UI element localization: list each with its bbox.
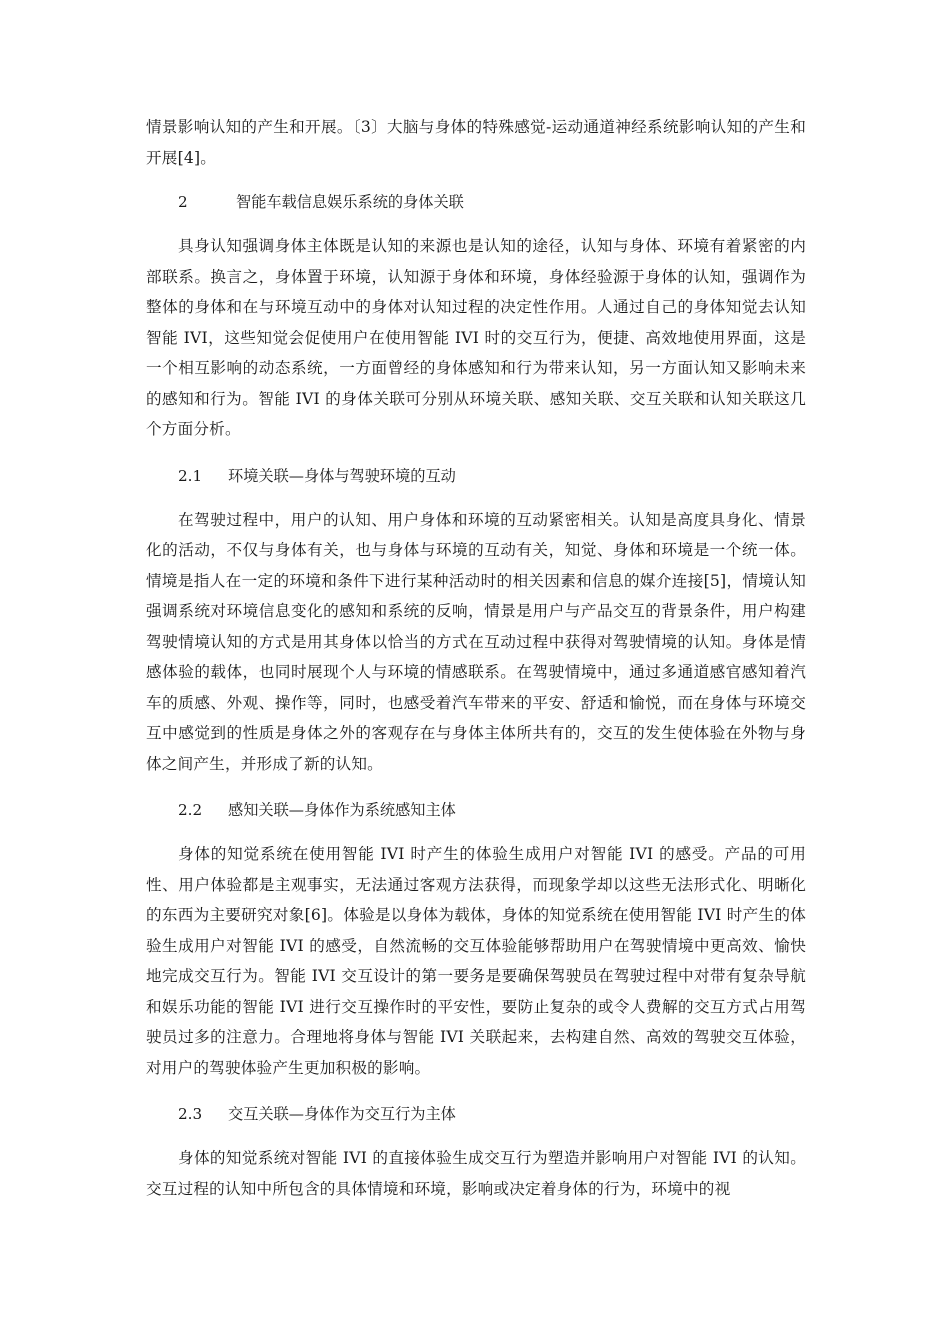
subsection-title: 交互关联—身体作为交互行为主体 <box>228 1105 456 1123</box>
paragraph-embodied-cognition: 具身认知强调身体主体既是认知的来源也是认知的途径，认知与身体、环境有着紧密的内部联系。换言之，身体置于环境，认知源于身体和环境，身体经验源于身体的认知，强调作为整体的身体和在与环境互动中的身体对认知过程的决定性作用。人通过自己的身体知觉去认知智能 IVI，这些知觉会促使用户在使用智能 IVI 时的交互行为，便捷、高效地使用界面，这是一个相互影响的动态系统，一方面曾经的身体感知和行为带来认知，另一方面认知又影响未来的感知和行为。智能 IVI 的身体关联可分别从环境关联、感知关联、交互关联和认知关联这几个方面分析。 <box>146 237 806 438</box>
paragraph-environment-association: 在驾驶过程中，用户的认知、用户身体和环境的互动紧密相关。认知是高度具身化、情景化的活动，不仅与身体有关，也与身体与环境的互动有关，知觉、身体和环境是一个统一体。情境是指人在一定的环境和条件下进行某种活动时的相关因素和信息的媒介连接[5]，情境认知强调系统对环境信息变化的感知和系统的反响，情景是用户与产品交互的背景条件，用户构建驾驶情境认知的方式是用其身体以恰当的方式在互动过程中获得对驾驶情境的认知。身体是情感体验的载体，也同时展现个人与环境的情感联系。在驾驶情境中，通过多通道感官感知着汽车的质感、外观、操作等，同时，也感受着汽车带来的平安、舒适和愉悦，而在身体与环境交互中感觉到的性质是身体之外的客观存在与身体主体所共有的，交互的发生使体验在外物与身体之间产生，并形成了新的认知。 <box>146 510 806 773</box>
paragraph-continuation: 情景影响认知的产生和开展。〔3〕大脑与身体的特殊感觉-运动通道神经系统影响认知的产生和开展[4]。 <box>146 118 806 167</box>
paragraph-perception-association: 身体的知觉系统在使用智能 IVI 时产生的体验生成用户对智能 IVI 的感受。产品的可用性、用户体验都是主观事实，无法通过客观方法获得，而现象学却以这些无法形式化、明晰化的东西为主要研究对象[6]。体验是以身体为载体，身体的知觉系统在使用智能 IVI 时产生的体验生成用户对智能 IVI 的感受，自然流畅的交互体验能够帮助用户在驾驶情境中更高效、愉快地完成交互行为。智能 IVI 交互设计的第一要务是要确保驾驶员在驾驶过程中对带有复杂导航和娱乐功能的智能 IVI 进行交互操作时的平安性，要防止复杂的或令人费解的交互方式占用驾驶员过多的注意力。合理地将身体与智能 IVI 关联起来，去构建自然、高效的驾驶交互体验，对用户的驾驶体验产生更加积极的影响。 <box>146 845 806 1077</box>
subsection-number: 2.1 <box>178 466 203 485</box>
section-number: 2 <box>178 193 188 211</box>
subsection-title: 环境关联—身体与驾驶环境的互动 <box>228 466 456 485</box>
subsection-number: 2.2 <box>178 801 203 819</box>
subsection-heading-2-3 <box>146 1099 806 1129</box>
subsection-number: 2.3 <box>178 1105 203 1123</box>
subsection-heading-2-1 <box>146 461 806 491</box>
paragraph-interaction-association: 身体的知觉系统对智能 IVI 的直接体验生成交互行为塑造并影响用户对智能 IVI 的认知。交互过程的认知中所包含的具体情境和环境，影响或决定着身体的行为，环境中的视 <box>146 1149 806 1198</box>
subsection-title: 感知关联—身体作为系统感知主体 <box>228 801 456 819</box>
subsection-heading-2-2 <box>146 795 806 825</box>
document-page <box>146 112 806 1204</box>
section-heading-2 <box>146 187 806 217</box>
section-title: 智能车载信息娱乐系统的身体关联 <box>236 193 464 211</box>
